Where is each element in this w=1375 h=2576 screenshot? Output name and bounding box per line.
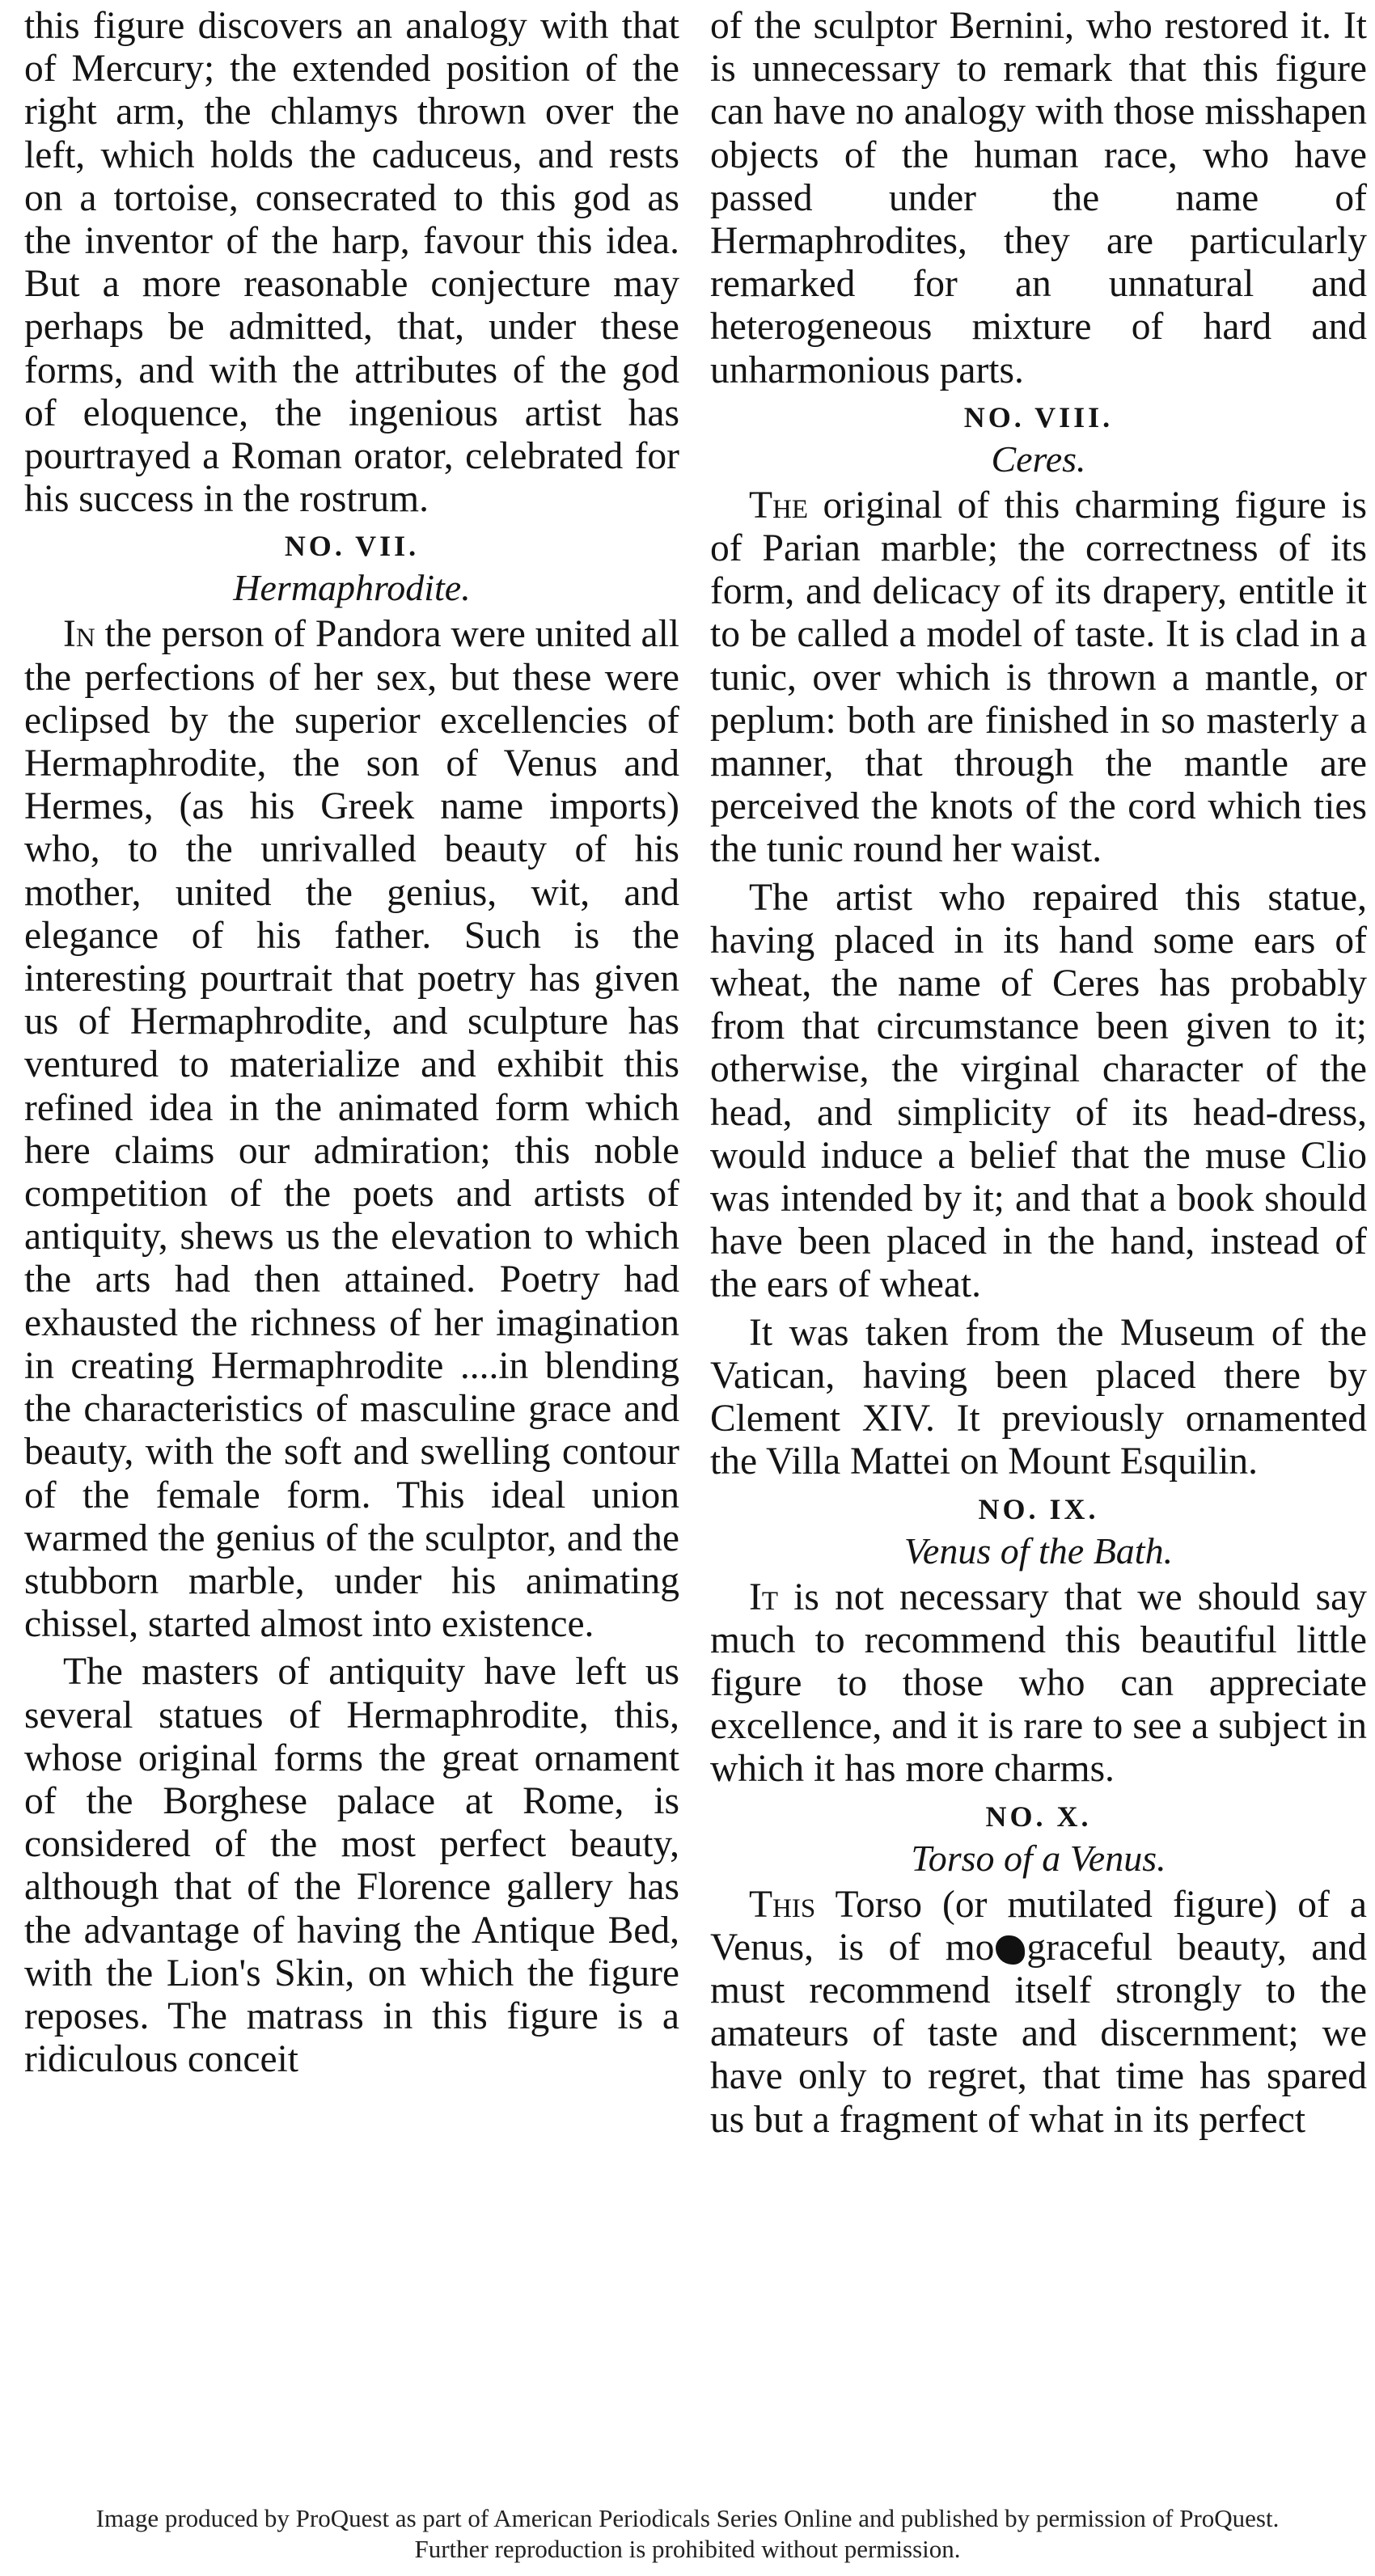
right-column: [710, 5, 1367, 2147]
section-number-vii: NO. VII.: [284, 530, 420, 563]
drop-lead-word: In: [63, 613, 95, 656]
section-title-hermaphrodite: Hermaphrodite.: [233, 567, 471, 609]
section-title-venus-of-the-bath: Venus of the Bath.: [903, 1529, 1174, 1571]
paragraph-bernini: of the sculptor Bernini, who restored it. It is unnecessary to remark that this figure can have no analogy with those misshapen objects of the human race, who have passed under the name of Hermaphrodites, they are particularly remarked for an unnatural and heterogeneous mixture of hard and unharmonious parts.: [710, 5, 1367, 391]
drop-lead-word: It: [749, 1576, 778, 1618]
paragraph-torso: [710, 1884, 1367, 2142]
paragraph-beautiful-little-figure: [710, 1576, 1367, 1791]
proquest-footer: [0, 2503, 1375, 2565]
section-title-ceres: Ceres.: [991, 438, 1086, 480]
paragraph-parian-marble: [710, 484, 1367, 872]
paragraph-mercury-analogy: this figure discovers an analogy with that of Mercury; the extended position of the right arm, the chlamys thrown over the left, which holds the caduceus, and rests on a tortoise, consecrated to this god as the inventor of the harp, favour this idea. But a more reasonable conjecture may perhaps be admitted, that, under these forms, and with the attributes of the god of eloquence, the ingenious artist has pourtrayed a Roman orator, celebrated for his success in the rostrum.: [24, 5, 679, 521]
paragraph-text-start: Torso (or mutilated figure) of a Venus, is of mo: [710, 1883, 1367, 1969]
section-number-x: NO. X.: [985, 1800, 1092, 1833]
ink-blot-icon: [996, 1935, 1025, 1965]
paragraph-text: original of this charming figure is of Parian marble; the correctness of its form, and delicacy of its drapery, entitle it to be called a model of taste. It is clad in a tunic, over which is thrown a mantle, or peplum: both are finished in so masterly a manner, that through the mantle are perceived the knots of the cord which ties the tunic round her waist.: [710, 484, 1368, 871]
drop-lead-word: This: [749, 1883, 816, 1926]
footer-line-1: Image produced by ProQuest as part of American Periodicals Series Online and published by permission of ProQuest.: [95, 2504, 1280, 2532]
paragraph-text: the person of Pandora were united all the perfections of her sex, but these were eclipsed by the superior excellencies of Hermaphrodite, the son of Venus and Hermes, (as his Greek name imports) who, to the unrivalled beauty of his mother, united the genius, wit, and elegance of his father. Such is the interesting pourtrait that poetry has given us of Hermaphrodite, and sculpture has ventured to materialize and exhibit this refined idea in the animated form which here claims our admiration; this noble competition of the poets and artists of antiquity, shews us the elevation to which the arts had then attained. Poetry had exhausted the richness of her imagination in creating Hermaphrodite ....in blending the characteristics of masculine grace and beauty, with the soft and swelling contour of the female form. This ideal union warmed the genius of the sculptor, and the stubborn marble, under his animating chissel, started almost into existence.: [24, 613, 680, 1646]
paragraph-pandora: [24, 613, 679, 1646]
paragraph-vatican: It was taken from the Museum of the Vatican, having been placed there by Clement XIV. It previously ornamented the Villa Mattei on Mount Esquilin.: [710, 1311, 1367, 1483]
left-column: [24, 5, 679, 2086]
paragraph-text: is not necessary that we should say much to recommend this beautiful little figure to those who can appreciate excellence, and it is rare to see a subject in which it has more charms.: [710, 1576, 1367, 1791]
drop-lead-word: The: [749, 484, 809, 527]
footer-line-2: Further reproduction is prohibited without permission.: [414, 2535, 961, 2563]
section-number-viii: NO. VIII.: [963, 400, 1114, 434]
paragraph-masters-of-antiquity: The masters of antiquity have left us several statues of Hermaphrodite, this, whose original forms the great ornament of the Borghese palace at Rome, is considered of the most perfect beauty, although that of the Florence gallery has the advantage of having the Antique Bed, with the Lion's Skin, on which the figure reposes. The matrass in this figure is a ridiculous conceit: [24, 1651, 679, 2081]
section-title-torso-of-a-venus: Torso of a Venus.: [911, 1837, 1166, 1879]
paragraph-text-end: graceful beauty, and must recommend itself strongly to the amateurs of taste and discernment; we have only to regret, that time has spared us but a fragment of what in its perfect: [710, 1926, 1367, 2141]
paragraph-ears-of-wheat: The artist who repaired this statue, having placed in its hand some ears of wheat, the name of Ceres has probably from that circumstance been given to it; otherwise, the virginal character of the head, and simplicity of its head-dress, would induce a belief that the muse Clio was intended by it; and that a book should have been placed in the hand, instead of the ears of wheat.: [710, 876, 1367, 1306]
section-number-ix: NO. IX.: [978, 1492, 1099, 1525]
